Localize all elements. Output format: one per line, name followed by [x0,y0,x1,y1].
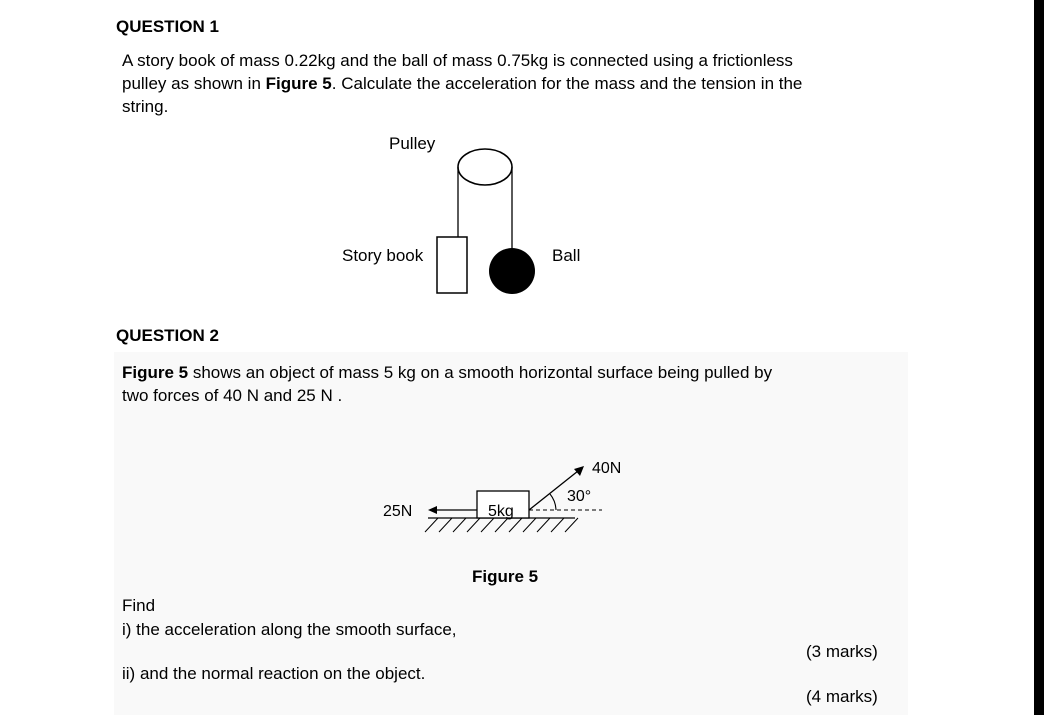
force-figure [370,450,630,555]
angle-label: 30° [567,488,592,505]
q1-figure-ref: Figure 5 [265,74,332,93]
force-left-arrowhead [428,506,437,514]
ground-hatching [425,518,578,532]
force-right-arrowhead [574,466,584,476]
angle-arc [550,494,556,510]
force-left-label: 25N [383,503,413,520]
q2-figure-ref: Figure 5 [122,363,189,382]
question-1-heading: QUESTION 1 [116,17,219,36]
pulley-figure [330,125,590,305]
part-i-text: i) the acceleration along the smooth surface, [122,620,457,639]
story-book-label: Story book [342,246,424,265]
q1-line-2 [122,72,912,95]
mass-label: 5kg [488,503,514,520]
force-right-label: 40N [592,460,622,477]
q2-line-1 [122,361,902,384]
pulley-label: Pulley [389,134,436,153]
part-i-marks: (3 marks) [806,642,878,661]
question-1-text [122,49,912,118]
part-ii-text: ii) and the normal reaction on the object. [122,664,426,683]
q2-line-2: two forces of 40 N and 25 N . [122,386,343,405]
q1-line-3: string. [122,97,169,116]
ball [489,248,535,294]
find-label: Find [122,596,156,615]
story-book-box [437,237,467,293]
q1-line-1: A story book of mass 0.22kg and the ball of mass 0.75kg is connected using a frictionless [122,51,793,70]
question-2-text [122,361,902,407]
q1-line-2-pre: pulley as shown in [122,74,266,93]
figure-caption: Figure 5 [472,567,539,586]
part-ii-marks: (4 marks) [806,687,878,706]
pulley-wheel [458,149,512,185]
window-edge-bar [1034,0,1044,715]
q2-line-1-post: shows an object of mass 5 kg on a smooth horizontal surface being pulled by [188,363,773,382]
question-2-heading: QUESTION 2 [116,326,219,345]
q1-line-2-post: . Calculate the acceleration for the mass and the tension in the [331,74,803,93]
ball-label: Ball [552,246,581,265]
